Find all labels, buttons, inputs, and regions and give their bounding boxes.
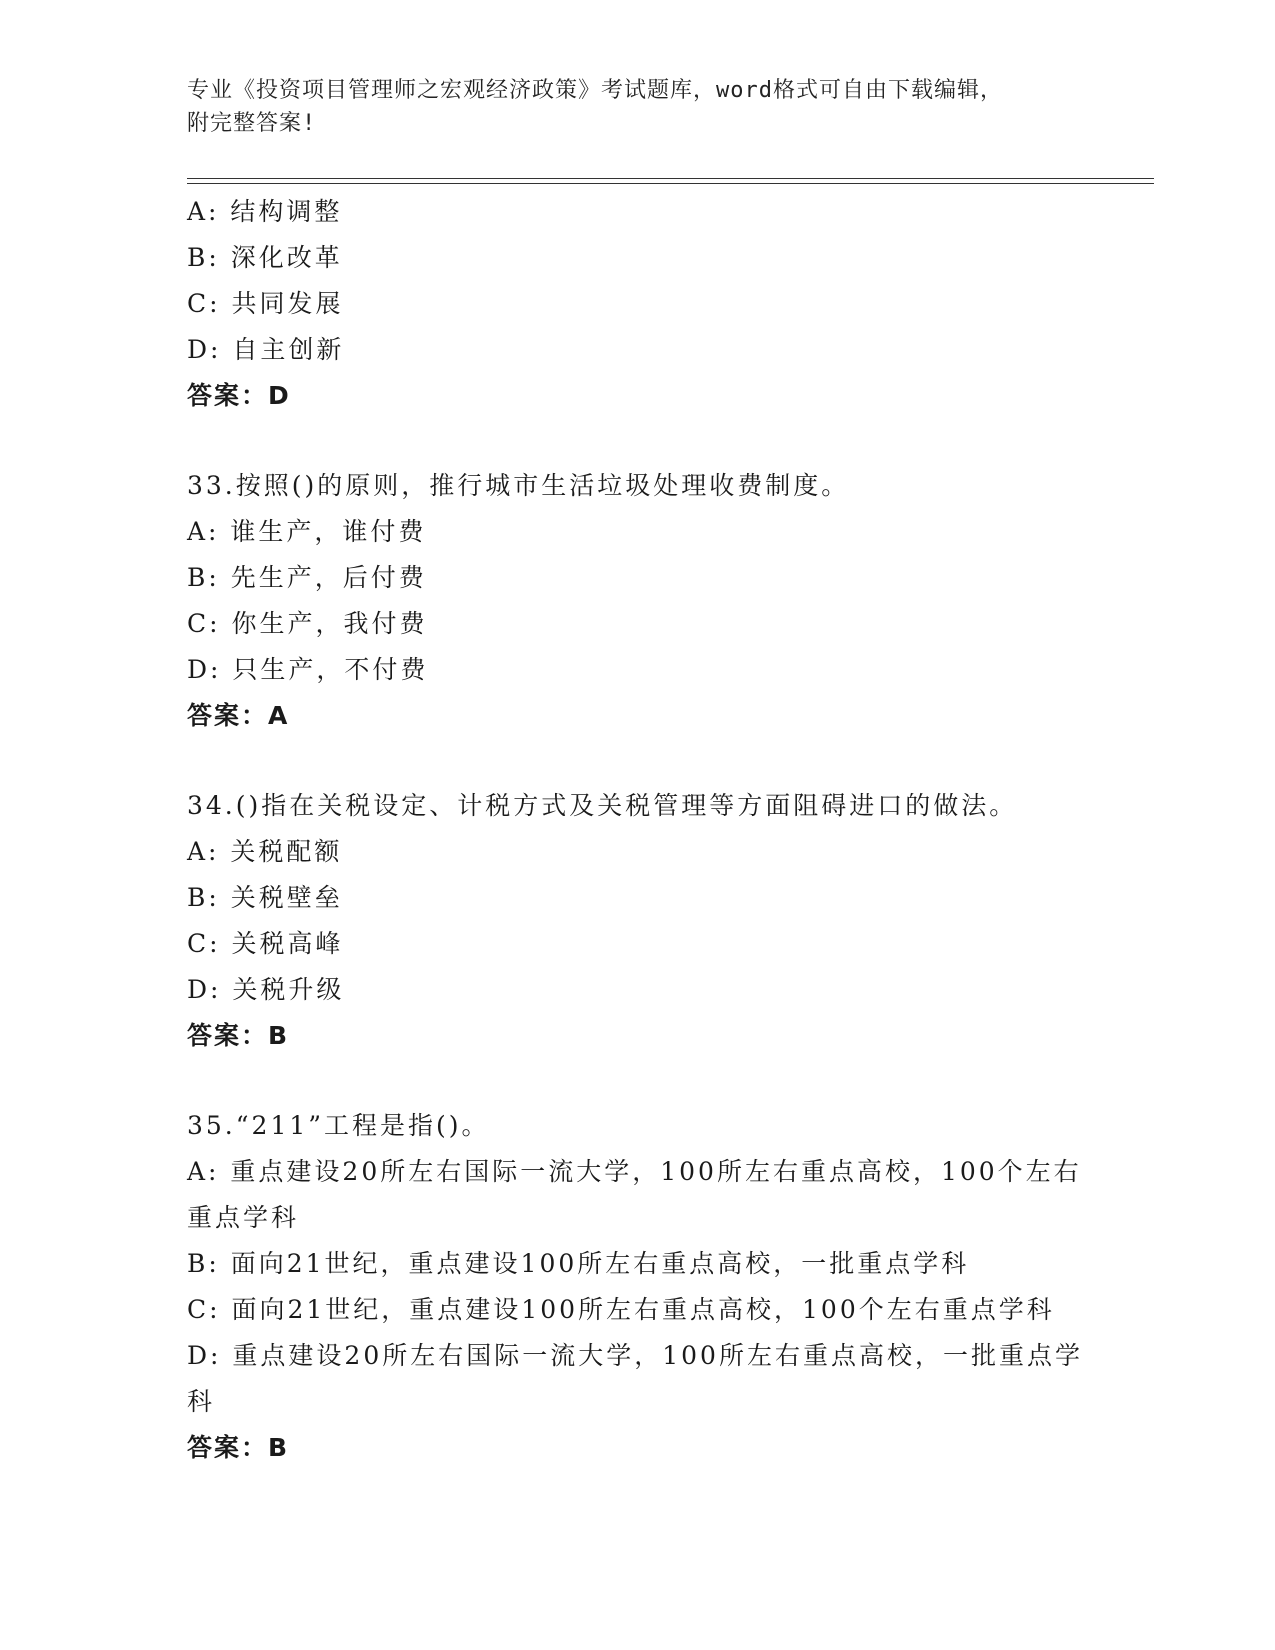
option-c: C: 共同发展 [187,289,344,318]
answer-line: 答案：B [187,1433,290,1462]
header-line-2: 附完整答案! [187,111,317,136]
option-b: B: 先生产，后付费 [187,563,427,592]
header-line-1: 专业《投资项目管理师之宏观经济政策》考试题库，word格式可自由下载编辑， [187,78,1003,103]
option-a: A: 结构调整 [187,197,343,226]
option-b: B: 面向21世纪，重点建设100所左右重点高校，一批重点学科 [187,1249,970,1278]
question-33 [187,463,1087,739]
question-34 [187,783,1087,1059]
option-d: D: 只生产，不付费 [187,655,429,684]
header-divider-top [187,178,1154,179]
question-35 [187,1103,1087,1471]
option-d: D: 自主创新 [187,335,345,364]
answer-line: 答案：A [187,701,290,730]
answer-line: 答案：B [187,1021,290,1050]
option-c: C: 你生产，我付费 [187,609,428,638]
option-c: C: 面向21世纪，重点建设100所左右重点高校，100个左右重点学科 [187,1295,1055,1324]
option-b: B: 关税壁垒 [187,883,343,912]
option-a: A: 关税配额 [187,837,343,866]
option-a: A: 谁生产，谁付费 [187,517,427,546]
option-b: B: 深化改革 [187,243,343,272]
answer-line: 答案：D [187,381,291,410]
option-d: D: 关税升级 [187,975,345,1004]
document-header [187,74,1087,140]
option-a: A: 重点建设20所左右国际一流大学，100所左右重点高校，100个左右重点学科 [187,1157,1082,1232]
option-d: D: 重点建设20所左右国际一流大学，100所左右重点高校，一批重点学科 [187,1341,1083,1416]
option-c: C: 关税高峰 [187,929,344,958]
document-body [187,189,1087,1471]
question-stem: 34.()指在关税设定、计税方式及关税管理等方面阻碍进口的做法。 [187,791,1018,820]
question-stem: 33.按照()的原则，推行城市生活垃圾处理收费制度。 [187,471,850,500]
question-stem: 35.“211”工程是指()。 [187,1111,490,1140]
question-32-tail [187,189,1087,419]
header-divider-bottom [187,183,1154,184]
